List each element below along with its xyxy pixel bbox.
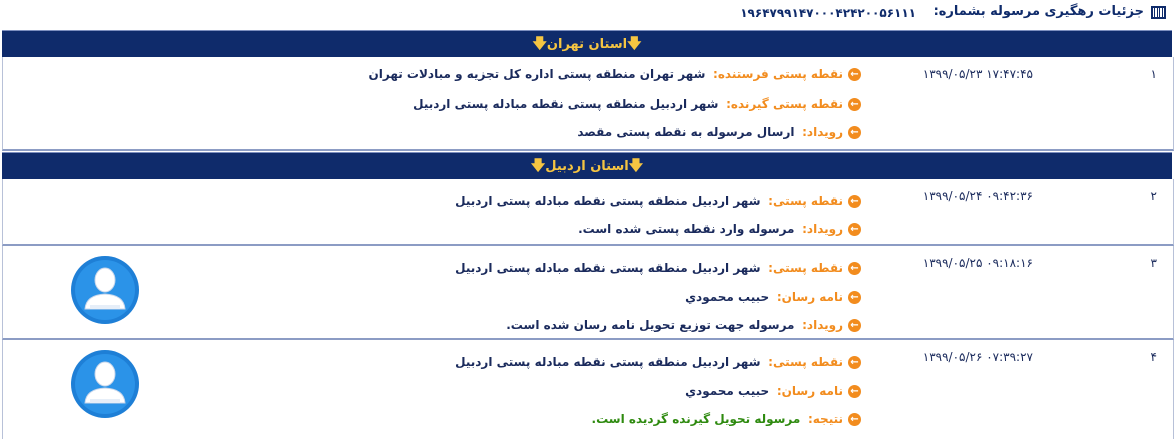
event-value: مرسوله وارد نقطه پستی شده است. — [578, 222, 795, 236]
arrow-down-icon: 🡇 — [628, 158, 644, 174]
row-datetime: ۱۳۹۹/۰۵/۲۶ ۰۷:۳۹:۲۷ — [922, 350, 1033, 364]
arrow-circle-icon: ← — [848, 68, 861, 81]
event-value: حبیب محمودي — [685, 290, 770, 304]
province-label: استان اردبیل — [545, 159, 629, 174]
event-label: نقطه پستی: — [768, 194, 843, 208]
arrow-circle-icon: ← — [848, 195, 861, 208]
event-line — [578, 222, 861, 236]
event-line — [413, 97, 861, 111]
arrow-circle-icon: ← — [848, 262, 861, 275]
event-label: رویداد: — [802, 318, 843, 332]
event-value: شهر اردبیل منطقه پستی نقطه مبادله پستی اردبیل — [413, 97, 719, 111]
event-value: شهر اردبیل منطقه پستی نقطه مبادله پستی اردبیل — [455, 355, 761, 369]
event-value: شهر اردبیل منطقه پستی نقطه مبادله پستی اردبیل — [455, 194, 761, 208]
row-number: ۲ — [1150, 189, 1157, 203]
row-number: ۴ — [1150, 350, 1157, 364]
arrow-circle-icon: ← — [848, 385, 861, 398]
event-line — [369, 67, 862, 81]
result-label: نتیجه: — [807, 412, 843, 426]
event-value: مرسوله جهت توزیع تحویل نامه رسان شده است. — [506, 318, 795, 332]
postman-avatar-icon — [70, 349, 140, 419]
event-label: نقطه پستی: — [768, 261, 843, 275]
event-line — [592, 412, 861, 426]
row-datetime: ۱۳۹۹/۰۵/۲۳ ۱۷:۴۷:۴۵ — [922, 67, 1033, 81]
event-label: نقطه پستی فرستنده: — [713, 67, 843, 81]
event-line — [685, 290, 861, 304]
arrow-circle-icon: ← — [848, 319, 861, 332]
event-label: رویداد: — [802, 222, 843, 236]
event-value: حبیب محمودي — [685, 384, 770, 398]
tracking-header — [0, 0, 1174, 30]
event-value: ارسال مرسوله به نقطه پستی مقصد — [577, 125, 795, 139]
event-line — [455, 194, 861, 208]
arrow-circle-icon: ← — [848, 356, 861, 369]
arrow-circle-icon: ← — [848, 98, 861, 111]
tracking-row — [2, 246, 1174, 340]
event-line — [455, 261, 861, 275]
province-label: استان تهران — [546, 37, 628, 52]
row-number: ۳ — [1150, 256, 1157, 270]
event-label: رویداد: — [802, 125, 843, 139]
result-value: مرسوله تحویل گیرنده گردیده است. — [591, 412, 801, 426]
tracking-row — [2, 179, 1174, 246]
event-label: نقطه پستی: — [768, 355, 843, 369]
event-label: نقطه پستی گیرنده: — [726, 97, 843, 111]
arrow-circle-icon: ← — [848, 413, 861, 426]
province-header-tehran — [2, 30, 1172, 57]
tracking-row — [2, 57, 1174, 151]
arrow-circle-icon: ← — [848, 291, 861, 304]
row-datetime: ۱۳۹۹/۰۵/۲۴ ۰۹:۴۲:۳۶ — [922, 189, 1033, 203]
event-value: شهر تهران منطقه پستی اداره کل تجزیه و مبادلات تهران — [368, 67, 706, 81]
row-number: ۱ — [1150, 67, 1157, 81]
event-value: شهر اردبیل منطقه پستی نقطه مبادله پستی اردبیل — [455, 261, 761, 275]
arrow-down-icon: 🡇 — [532, 36, 547, 52]
tracking-number: ۱۹۶۴۷۹۹۱۴۷۰۰۰۴۲۴۲۰۰۵۶۱۱۱ — [740, 6, 916, 20]
event-label: نامه رسان: — [776, 384, 843, 398]
event-line — [577, 125, 861, 139]
row-datetime: ۱۳۹۹/۰۵/۲۵ ۰۹:۱۸:۱۶ — [922, 256, 1033, 270]
arrow-circle-icon: ← — [848, 126, 861, 139]
event-line — [455, 355, 861, 369]
arrow-circle-icon: ← — [848, 223, 861, 236]
arrow-down-icon: 🡇 — [530, 158, 546, 174]
event-line — [685, 384, 861, 398]
arrow-down-icon: 🡇 — [627, 36, 642, 52]
tracking-row — [2, 340, 1174, 439]
page-title: جزئیات رهگیری مرسوله بشماره: — [933, 4, 1144, 19]
postman-avatar-icon — [70, 255, 140, 325]
event-line — [506, 318, 861, 332]
barcode-icon — [1151, 6, 1166, 19]
province-header-ardabil — [2, 152, 1172, 179]
event-label: نامه رسان: — [776, 290, 843, 304]
